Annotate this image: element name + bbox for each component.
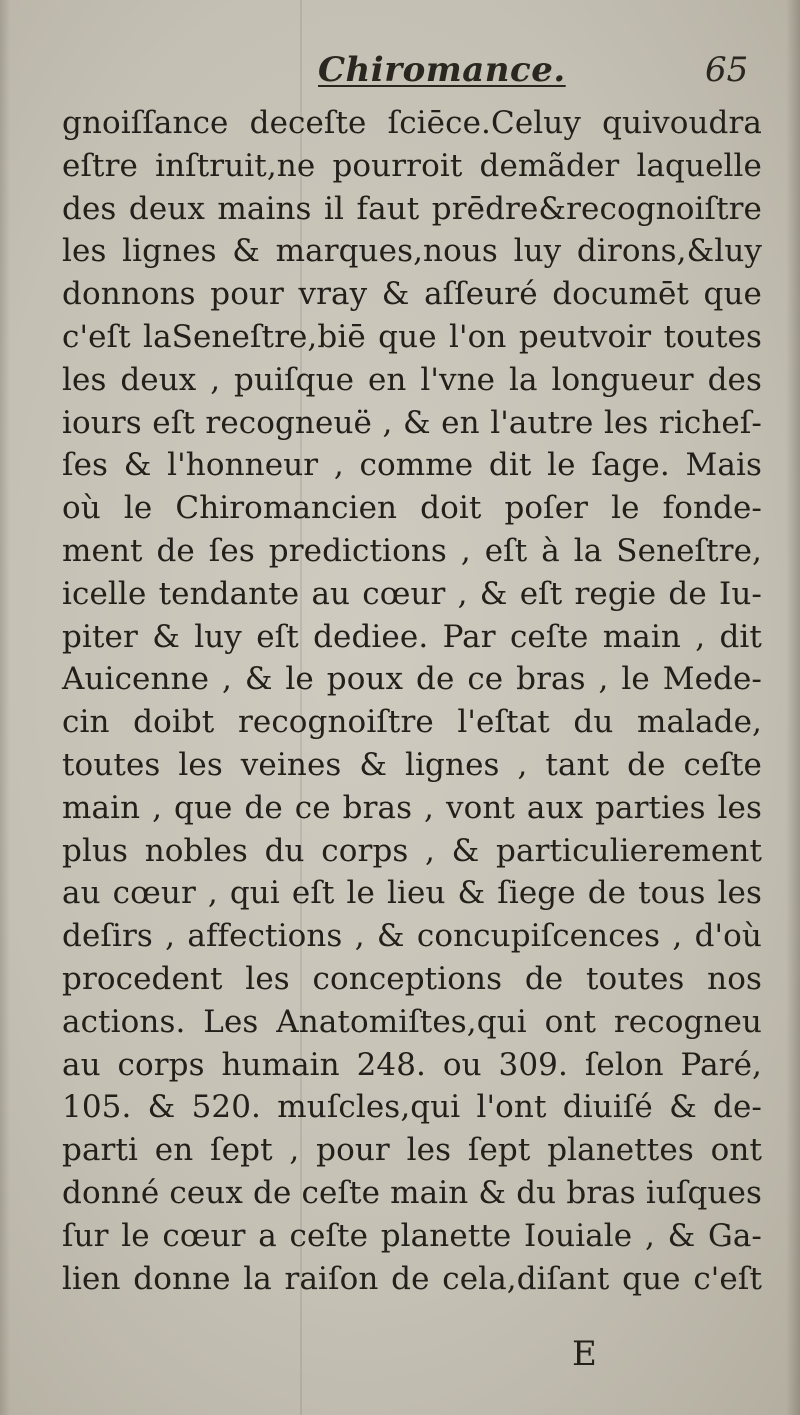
- text-line: 105. & 520. muſcles,qui l'ont diuiſé & de-: [62, 1089, 762, 1126]
- body-text: [62, 102, 762, 1300]
- text-line: procedent les conceptions de toutes nos: [62, 960, 762, 997]
- text-line: Auicenne , & le poux de ce bras , le Mede-: [62, 661, 762, 698]
- text-line: iours eſt recogneuë , & en l'autre les richeſ-: [62, 404, 762, 441]
- text-line: ſur le cœur a ceſte planette Iouiale , & Ga-: [62, 1217, 762, 1254]
- text-line: eſtre inſtruit,ne pourroit demãder laquelle: [62, 147, 762, 184]
- page-number: 65: [705, 50, 749, 90]
- text-line: piter & luy eſt dediee. Par ceſte main , dit: [62, 618, 762, 655]
- text-line: deſirs , affections , & concupiſcences , d'où: [62, 918, 762, 955]
- text-line: toutes les veines & lignes , tant de ceſte: [62, 746, 762, 783]
- text-line: au cœur , qui eſt le lieu & ſiege de tous les: [62, 875, 762, 912]
- text-line: ſes & l'honneur , comme dit le ſage. Mais: [62, 447, 762, 484]
- text-line: cin doibt recognoiſtre l'eſtat du malade,: [62, 704, 762, 741]
- page-shadow-left: [0, 0, 10, 1415]
- text-line: des deux mains il faut prēdre&recognoiſtre: [62, 190, 762, 227]
- text-line: donné ceux de ceſte main & du bras iuſques: [62, 1174, 762, 1211]
- text-line: ment de ſes predictions , eſt à la Seneſtre,: [62, 532, 762, 569]
- text-line: c'eſt laSeneſtre,biē que l'on peutvoir toutes: [62, 318, 762, 355]
- running-title: Chiromance.: [318, 50, 566, 90]
- page-header: [0, 36, 800, 96]
- text-line: actions. Les Anatomiſtes,qui ont recogneu: [62, 1003, 762, 1040]
- page-shadow-right: [786, 0, 800, 1415]
- text-line: icelle tendante au cœur , & eſt regie de Iu-: [62, 575, 762, 612]
- text-line: plus nobles du corps , & particulierement: [62, 832, 762, 869]
- text-line: au corps humain 248. ou 309. ſelon Paré,: [62, 1046, 762, 1083]
- text-line: les deux , puiſque en l'vne la longueur des: [62, 361, 762, 398]
- text-line: où le Chiromancien doit poſer le fonde-: [62, 490, 762, 527]
- text-line: parti en ſept , pour les ſept planettes ont: [62, 1132, 762, 1169]
- text-line: main , que de ce bras , vont aux parties les: [62, 789, 762, 826]
- text-line: lien donne la raiſon de cela,diſant que c'eſt: [62, 1260, 762, 1297]
- text-line: gnoiſſance deceſte ſciēce.Celuy quivoudra: [62, 105, 762, 141]
- signature-mark: E: [572, 1334, 597, 1374]
- text-line: donnons pour vray & aſſeuré documēt que: [62, 276, 762, 313]
- text-line: les lignes & marques,nous luy dirons,&luy: [62, 233, 762, 270]
